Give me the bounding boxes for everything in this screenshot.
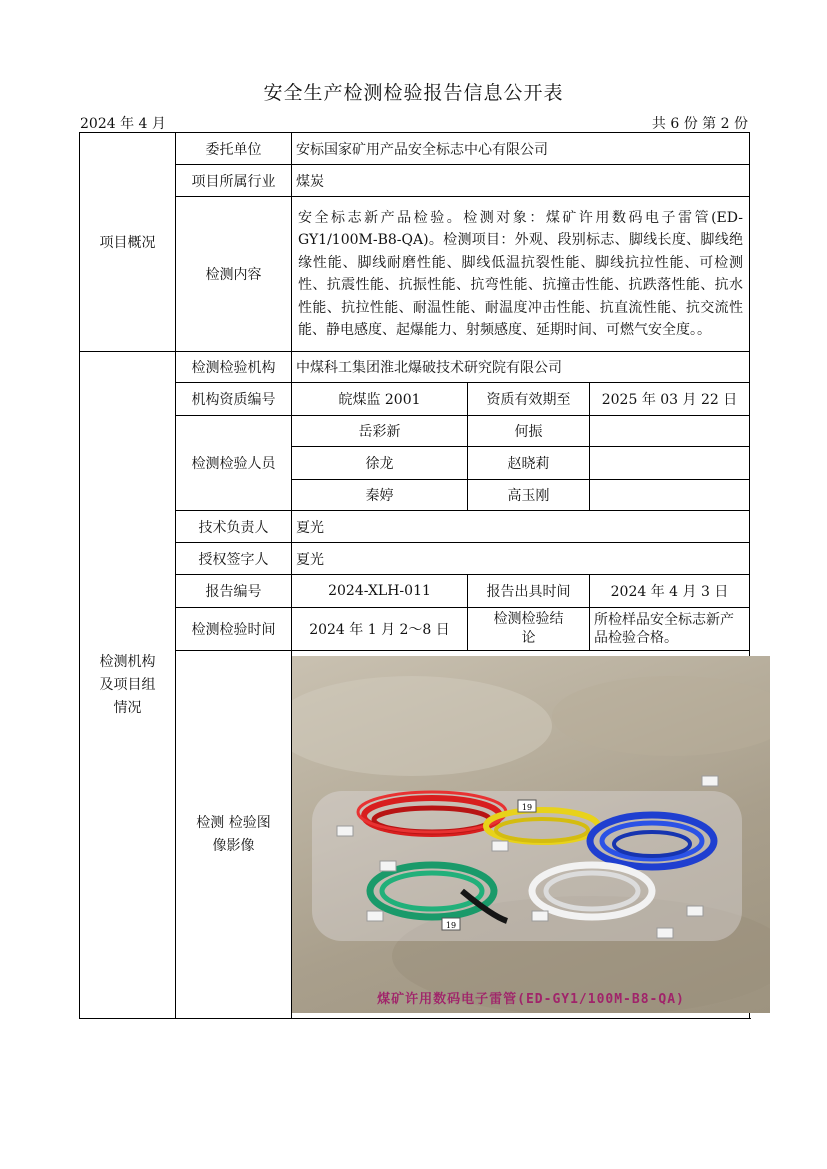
plug	[657, 928, 673, 938]
concrete-patch	[552, 676, 770, 756]
valid-value: 2025 年 03 月 22 日	[590, 383, 750, 416]
staff-name: 徐龙	[292, 447, 468, 480]
staff-name: 高玉刚	[468, 480, 590, 511]
staff-name: 赵晓莉	[468, 447, 590, 480]
image-section-text: 检测 检验图像影像	[196, 814, 271, 854]
institution-section-text: 检测机构及项目组情况	[99, 653, 156, 716]
staff-name: 岳彩新	[292, 416, 468, 447]
client-value: 安标国家矿用产品安全标志中心有限公司	[292, 133, 750, 165]
staff-name-empty	[590, 416, 750, 447]
plug	[337, 826, 353, 836]
plug	[702, 776, 718, 786]
tech-lead-label: 技术负责人	[176, 511, 292, 543]
org-label: 检测检验机构	[176, 352, 292, 383]
conclusion-label	[468, 608, 590, 651]
plug	[687, 906, 703, 916]
image-section-label	[176, 651, 292, 1019]
overview-section-label: 项目概况	[80, 133, 176, 352]
org-value: 中煤科工集团淮北爆破技术研究院有限公司	[292, 352, 750, 383]
detonator-photo	[292, 656, 770, 1013]
institution-section-label	[80, 352, 176, 1019]
issue-time-label: 报告出具时间	[468, 575, 590, 608]
page-title: 安全生产检测检验报告信息公开表	[263, 82, 564, 104]
tag-label: 19	[521, 803, 533, 812]
photo-cell	[292, 651, 750, 1019]
staff-name: 何振	[468, 416, 590, 447]
photo-caption: 煤矿许用数码电子雷管(ED-GY1/100M-B8-QA)	[377, 992, 685, 1007]
client-label: 委托单位	[176, 133, 292, 165]
concrete-patch	[292, 676, 552, 776]
valid-label: 资质有效期至	[468, 383, 590, 416]
industry-value: 煤炭	[292, 165, 750, 197]
tag-label: 19	[445, 921, 457, 930]
conclusion-value: 所检样品安全标志新产品检验合格。	[590, 608, 750, 651]
issue-time-value: 2024 年 4 月 3 日	[590, 575, 750, 608]
test-time-label: 检测检验时间	[176, 608, 292, 651]
conclusion-label-text: 检测检验结论	[493, 611, 564, 646]
detonator-photo-drawing	[292, 656, 770, 1013]
report-no-value: 2024-XLH-011	[292, 575, 468, 608]
tech-lead-value: 夏光	[292, 511, 750, 543]
plug	[492, 841, 508, 851]
cert-value: 皖煤监 2001	[292, 383, 468, 416]
content-value: 安全标志新产品检验。检测对象：煤矿许用数码电子雷管(ED-GY1/100M-B8-QA)。检测项目：外观、段别标志、脚线长度、脚线绝缘性能、脚线耐磨性能、脚线低温抗裂性能、脚线抗拉性能、可检测性、抗震性能、抗振性能、抗弯性能、抗撞击性能、抗跌落性能、抗水性能、抗拉性能、耐温性能、耐温度冲击性能、抗直流性能、抗交流性能、静电感度、起爆能力、射频感度、延期时间、可燃气安全度。。	[292, 197, 750, 352]
staff-name-empty	[590, 447, 750, 480]
plug	[367, 911, 383, 921]
plug	[380, 861, 396, 871]
plug	[532, 911, 548, 921]
signer-label: 授权签字人	[176, 543, 292, 575]
staff-label: 检测检验人员	[176, 416, 292, 511]
content-label: 检测内容	[176, 197, 292, 352]
industry-label: 项目所属行业	[176, 165, 292, 197]
report-date: 2024 年 4 月	[80, 116, 166, 132]
staff-name: 秦婷	[292, 480, 468, 511]
signer-value: 夏光	[292, 543, 750, 575]
report-table	[79, 132, 750, 1019]
staff-name-empty	[590, 480, 750, 511]
cert-label: 机构资质编号	[176, 383, 292, 416]
test-time-value: 2024 年 1 月 2～8 日	[292, 608, 468, 651]
report-no-label: 报告编号	[176, 575, 292, 608]
copy-count: 共 6 份 第 2 份	[651, 116, 748, 132]
